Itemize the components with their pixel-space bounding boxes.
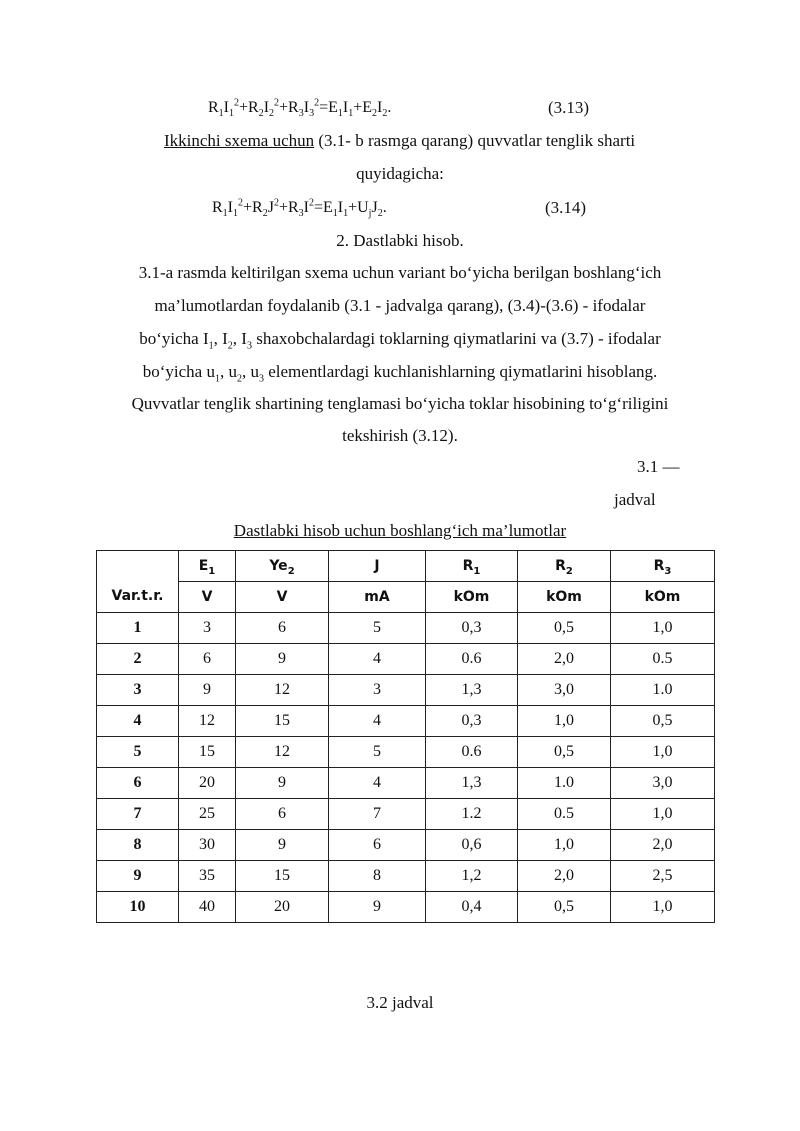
- table-cell: 1.2: [426, 799, 518, 830]
- table-cell: 15: [236, 706, 329, 737]
- table-cell: 4: [329, 768, 426, 799]
- table-cell: 4: [329, 644, 426, 675]
- col-header-r2: $R_2$: [518, 551, 611, 582]
- table-cell: 1,3: [426, 768, 518, 799]
- paragraph-line-5: Quvvatlar tenglik shartining tenglamasi bo‘yicha toklar hisobining to‘g‘riligini: [131, 394, 669, 413]
- table-cell: 1,0: [611, 799, 715, 830]
- table-cell: 15: [236, 861, 329, 892]
- table-cell: 8: [329, 861, 426, 892]
- table-cell: 3: [329, 675, 426, 706]
- table-cell: 0,5: [518, 613, 611, 644]
- table-cell: 0,5: [518, 892, 611, 923]
- table-row: [97, 799, 715, 830]
- table-cell: 2,0: [611, 830, 715, 861]
- table-row: [97, 644, 715, 675]
- table-cell: 1,0: [611, 892, 715, 923]
- table-cell: 1,0: [518, 830, 611, 861]
- table-cell: 9: [329, 892, 426, 923]
- table-row: [97, 768, 715, 799]
- table-cell: 6: [236, 799, 329, 830]
- table-cell: 0.5: [611, 644, 715, 675]
- table-cell: 1,0: [611, 613, 715, 644]
- table-label-number: 3.1 —: [637, 457, 680, 476]
- table-cell: 40: [179, 892, 236, 923]
- table-cell-variant: 1: [97, 613, 179, 644]
- table-cell: 12: [236, 737, 329, 768]
- table-cell: 9: [236, 830, 329, 861]
- var-header: Var.t.r.: [97, 551, 179, 613]
- table-cell: 2,0: [518, 644, 611, 675]
- table-cell-variant: 9: [97, 861, 179, 892]
- equation-3-13: $R_1I_1^2+R_2I_2^2+R_3I_3^2=E_1I_1+E_2I_2$.: [208, 97, 392, 120]
- table-cell: 25: [179, 799, 236, 830]
- second-scheme-line-2: quyidagicha:: [356, 164, 444, 183]
- col-header-r1: $R_1$: [426, 551, 518, 582]
- paragraph-line-1: 3.1-a rasmda keltirilgan sxema uchun variant bo‘yicha berilgan boshlang‘ich: [138, 263, 662, 282]
- table-cell: 9: [179, 675, 236, 706]
- second-scheme-link[interactable]: Ikkinchi sxema uchun: [164, 131, 315, 150]
- table-row: [97, 675, 715, 706]
- table-cell: 4: [329, 706, 426, 737]
- table-body: [97, 613, 715, 923]
- table-cell: 5: [329, 737, 426, 768]
- table-cell: 0,4: [426, 892, 518, 923]
- unit-ye2: V: [236, 582, 329, 613]
- table-cell-variant: 10: [97, 892, 179, 923]
- col-header-e1: $E_1$: [179, 551, 236, 582]
- table-cell: 1.0: [518, 768, 611, 799]
- table-cell: 3: [179, 613, 236, 644]
- table-cell: 20: [236, 892, 329, 923]
- table-cell: 0,5: [611, 706, 715, 737]
- table-header-row-names: [97, 551, 715, 582]
- table-cell-variant: 4: [97, 706, 179, 737]
- table-cell: 6: [236, 613, 329, 644]
- table-cell-variant: 5: [97, 737, 179, 768]
- table-label-word: jadval: [614, 490, 656, 509]
- table-cell: 1,3: [426, 675, 518, 706]
- table-cell: 2,0: [518, 861, 611, 892]
- table-cell: 0,5: [518, 737, 611, 768]
- paragraph-line-4: bo‘yicha $u_1$, $u_2$, $u_3$ elementlardagi kuchlanishlarning qiymatlarini hisoblang.: [142, 362, 658, 385]
- equation-3-13-label: (3.13): [548, 98, 590, 117]
- table-row: [97, 861, 715, 892]
- table-cell: 12: [236, 675, 329, 706]
- table-cell: 12: [179, 706, 236, 737]
- equation-3-14: $R_1I_1^2+R_2J^2+R_3I^2=E_1I_1+U_jJ_2$.: [212, 197, 387, 220]
- table-row: [97, 737, 715, 768]
- table-row: [97, 892, 715, 923]
- table-cell: 0.6: [426, 644, 518, 675]
- table-cell: 1,2: [426, 861, 518, 892]
- table-cell: 0,3: [426, 706, 518, 737]
- section-title: 2. Dastlabki hisob.: [336, 231, 464, 250]
- table-cell: 0.6: [426, 737, 518, 768]
- table-cell-variant: 6: [97, 768, 179, 799]
- table-row: [97, 706, 715, 737]
- table-cell-variant: 7: [97, 799, 179, 830]
- paragraph-line-6: tekshirish (3.12).: [342, 426, 458, 445]
- table-cell-variant: 8: [97, 830, 179, 861]
- table-cell: 7: [329, 799, 426, 830]
- table-title: Dastlabki hisob uchun boshlang‘ich ma’lumotlar: [233, 521, 567, 540]
- table-cell: 1,0: [518, 706, 611, 737]
- table-cell: 6: [329, 830, 426, 861]
- equation-3-14-label: (3.14): [545, 198, 587, 217]
- paragraph-line-3: bo‘yicha $I_1$, $I_2$, $I_3$ shaxobchalardagi toklarning qiymatlarini va (3.7) - ifodalar: [139, 329, 661, 352]
- data-table: [96, 550, 715, 923]
- table-cell: 0.5: [518, 799, 611, 830]
- second-scheme-line: [164, 131, 635, 151]
- table-cell: 3,0: [611, 768, 715, 799]
- table-cell: 6: [179, 644, 236, 675]
- table-cell-variant: 3: [97, 675, 179, 706]
- table-cell: 2,5: [611, 861, 715, 892]
- table-row: [97, 830, 715, 861]
- unit-r1: kOm: [426, 582, 518, 613]
- unit-j: mA: [329, 582, 426, 613]
- table-row: [97, 613, 715, 644]
- unit-e1: V: [179, 582, 236, 613]
- paragraph-line-2: ma’lumotlardan foydalanib (3.1 - jadvalga qarang), (3.4)-(3.6) - ifodalar: [154, 296, 646, 315]
- col-header-r3: $R_3$: [611, 551, 715, 582]
- table-cell: 1,0: [611, 737, 715, 768]
- table-cell: 1.0: [611, 675, 715, 706]
- table-cell-variant: 2: [97, 644, 179, 675]
- table-cell: 5: [329, 613, 426, 644]
- col-header-j: J: [329, 551, 426, 582]
- second-scheme-text: (3.1- b rasmga qarang) quvvatlar tenglik sharti: [314, 131, 636, 150]
- table-cell: 9: [236, 644, 329, 675]
- next-table-label: 3.2 jadval: [366, 993, 434, 1012]
- table-cell: 0,3: [426, 613, 518, 644]
- unit-r2: kOm: [518, 582, 611, 613]
- table-cell: 9: [236, 768, 329, 799]
- table-cell: 30: [179, 830, 236, 861]
- col-header-ye2: $Ye_2$: [236, 551, 329, 582]
- table-header-row-units: [97, 582, 715, 613]
- table-cell: 3,0: [518, 675, 611, 706]
- table-cell: 20: [179, 768, 236, 799]
- table-cell: 35: [179, 861, 236, 892]
- table-cell: 0,6: [426, 830, 518, 861]
- table-cell: 15: [179, 737, 236, 768]
- unit-r3: kOm: [611, 582, 715, 613]
